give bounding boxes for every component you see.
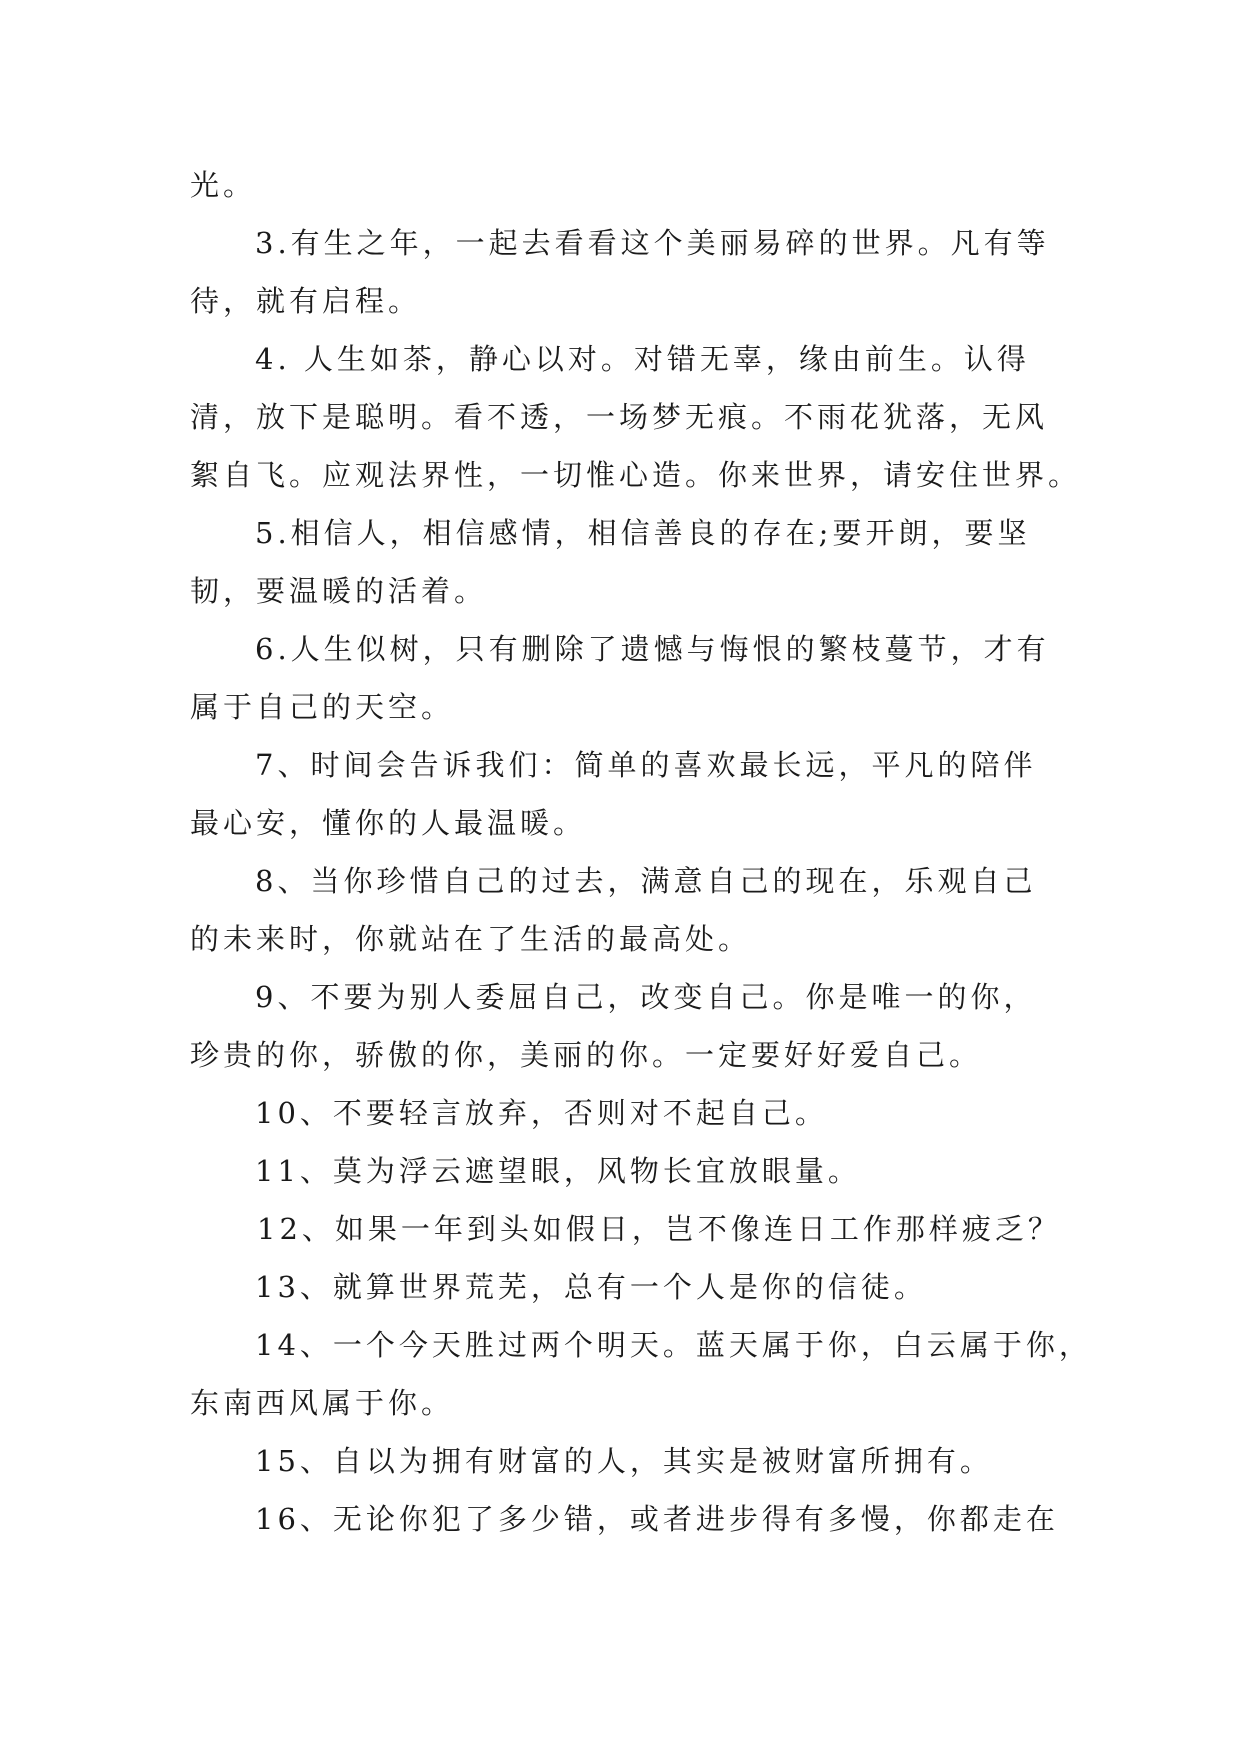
text-line: 待，就有启程。 — [190, 284, 422, 318]
text-line: 6.人生似树，只有删除了遗憾与悔恨的繁枝蔓节，才有 — [255, 632, 1050, 666]
text-line: 清，放下是聪明。看不透，一场梦无痕。不雨花犹落，无风 — [190, 400, 1049, 434]
text-line: 韧，要温暖的活着。 — [190, 574, 488, 608]
text-line: 的未来时，你就站在了生活的最高处。 — [190, 922, 752, 956]
text-line: 15、自以为拥有财富的人，其实是被财富所拥有。 — [255, 1444, 993, 1478]
text-line: 10、不要轻言放弃，否则对不起自己。 — [255, 1096, 828, 1130]
text-line: 12、如果一年到头如假日，岂不像连日工作那样疲乏？ — [257, 1212, 1061, 1246]
text-line: 5.相信人，相信感情，相信善良的存在;要开朗，要坚 — [255, 516, 1031, 550]
text-line: 16、无论你犯了多少错，或者进步得有多慢，你都走在 — [255, 1502, 1059, 1536]
text-line: 珍贵的你，骄傲的你，美丽的你。一定要好好爱自己。 — [190, 1038, 983, 1072]
text-line: 13、就算世界荒芜，总有一个人是你的信徒。 — [255, 1270, 927, 1304]
text-line: 光。 — [190, 168, 257, 202]
text-line: 属于自己的天空。 — [190, 690, 455, 724]
text-line: 絮自飞。应观法界性，一切惟心造。你来世界，请安住世界。 — [190, 458, 1082, 492]
text-line: 14、一个今天胜过两个明天。蓝天属于你，白云属于你， — [255, 1328, 1092, 1362]
text-line: 7、时间会告诉我们：简单的喜欢最长远，平凡的陪伴 — [255, 748, 1037, 782]
text-line: 8、当你珍惜自己的过去，满意自己的现在，乐观自己 — [255, 864, 1037, 898]
text-line: 3.有生之年，一起去看看这个美丽易碎的世界。凡有等 — [255, 226, 1050, 260]
text-line: 4. 人生如茶，静心以对。对错无辜，缘由前生。认得 — [255, 342, 1030, 376]
text-line: 11、莫为浮云遮望眼，风物长宜放眼量。 — [255, 1154, 861, 1188]
text-line: 最心安，懂你的人最温暖。 — [190, 806, 587, 840]
text-line: 9、不要为别人委屈自己，改变自己。你是唯一的你， — [255, 980, 1037, 1014]
text-line: 东南西风属于你。 — [190, 1386, 455, 1420]
